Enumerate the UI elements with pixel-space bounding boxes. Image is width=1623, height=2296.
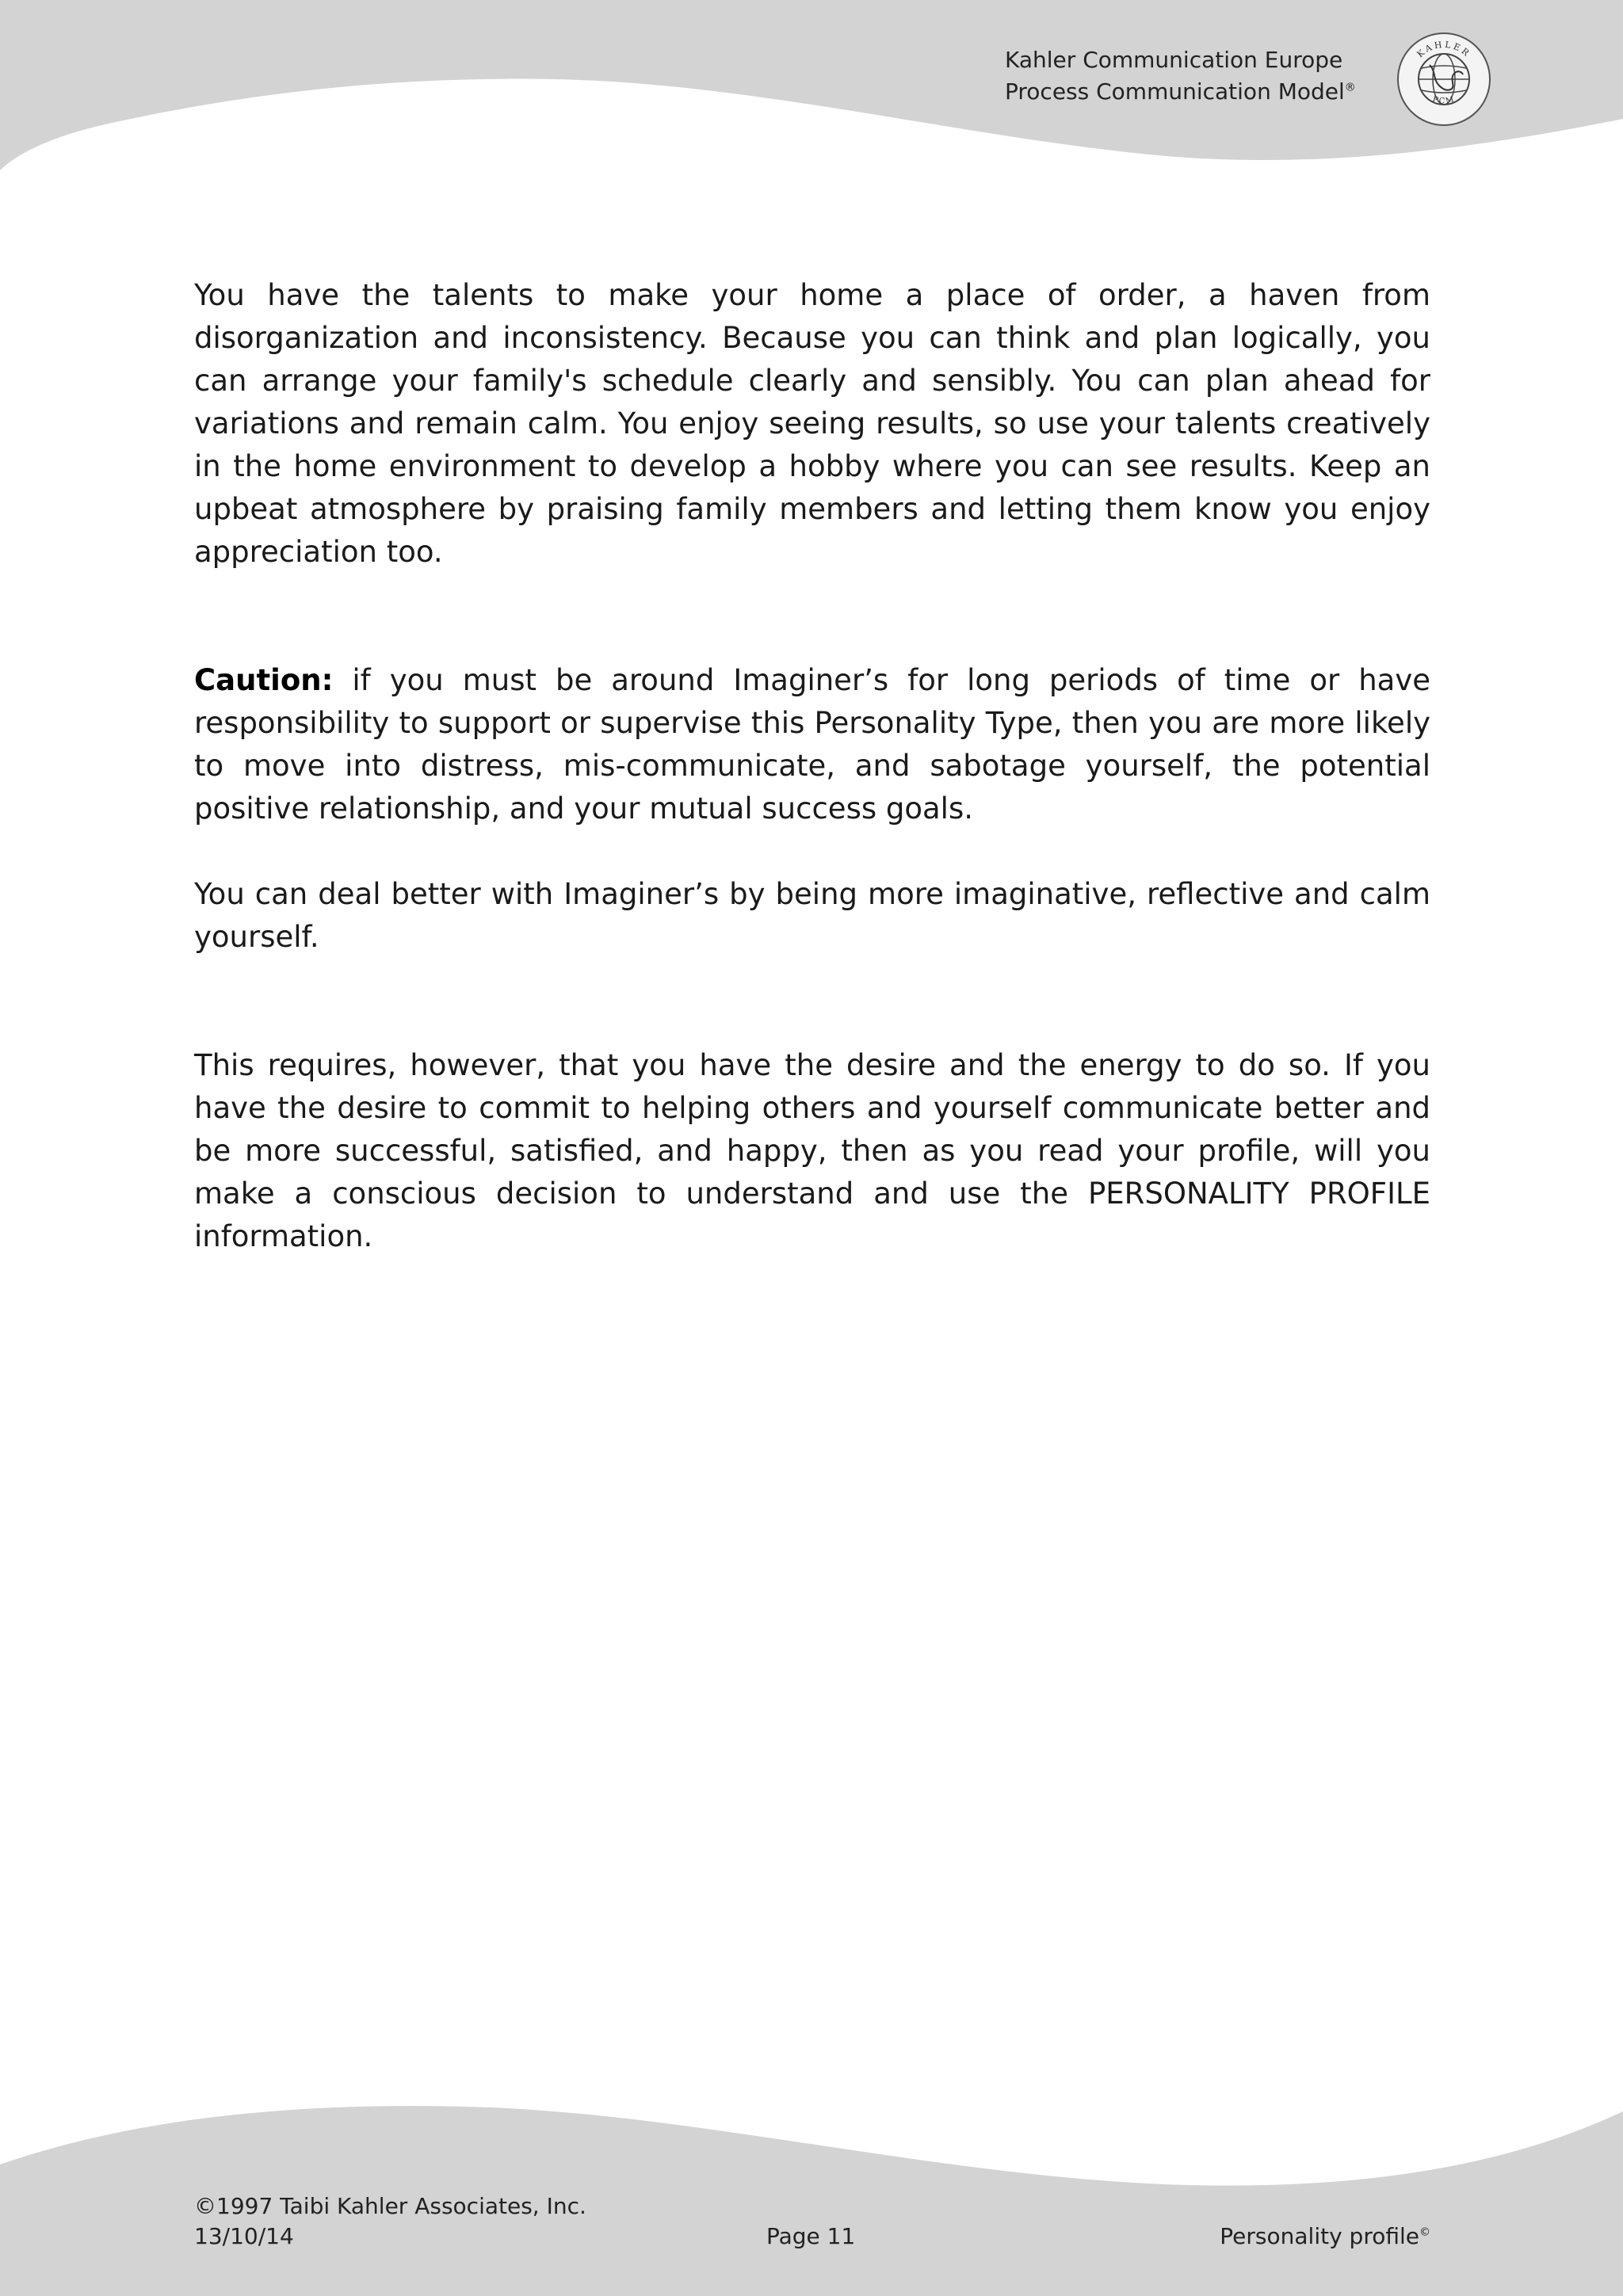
- header-wave-decoration: [0, 0, 1623, 190]
- footer-copyright: ©1997 Taibi Kahler Associates, Inc.: [194, 2193, 586, 2219]
- footer-date: 13/10/14: [194, 2223, 294, 2249]
- page-footer: [194, 2191, 1430, 2252]
- caution-label: Caution:: [194, 663, 334, 697]
- footer-row: [194, 2222, 1430, 2252]
- registered-mark: ®: [1344, 81, 1356, 94]
- globe-seal-icon: [1395, 30, 1493, 128]
- home-talents-paragraph: You have the talents to make your home a place of order, a haven from disorganization and inconsistency. Because you can think and plan logically, you can arrange your family's schedule clearly and sensibly. You can plan ahead for variations and remain calm. You enjoy seeing results, so use your talents creatively in the home environment to develop a hobby where you can see results. Keep an upbeat atmosphere by praising family members and letting them know you enjoy appreciation too.: [194, 278, 1430, 569]
- logo-bottom-text: PCM: [1431, 94, 1457, 106]
- footer-profile-label: Personality profile©: [1220, 2223, 1430, 2249]
- header-company-name: Kahler Communication Europe: [1005, 47, 1343, 73]
- page-number: Page 11: [766, 2223, 856, 2249]
- header-company-info: [1005, 44, 1356, 108]
- header-model-name: Process Communication Model®: [1005, 78, 1356, 105]
- copyright-mark: ©: [1419, 2225, 1430, 2239]
- page-body: [194, 274, 1430, 1258]
- caution-paragraph: [194, 659, 1430, 830]
- caution-text: if you must be around Imaginer’s for long periods of time or have responsibility to support or supervise this Personality Type, then you are more likely to move into distress, mis-communicate, and sabotage yourself, the potential positive relationship, and your mutual success goals.: [194, 663, 1430, 826]
- imaginer-advice-paragraph: You can deal better with Imaginer’s by being more imaginative, reflective and calm yourself.: [194, 877, 1430, 954]
- desire-paragraph: This requires, however, that you have the desire and the energy to do so. If you have the desire to commit to helping others and yourself communicate better and be more successful, satisfied, and happy, then as you read your profile, will you make a conscious decision to understand and use the PERSONALITY PROFILE information.: [194, 1048, 1430, 1253]
- logo-top-text: KAHLER: [1415, 39, 1473, 60]
